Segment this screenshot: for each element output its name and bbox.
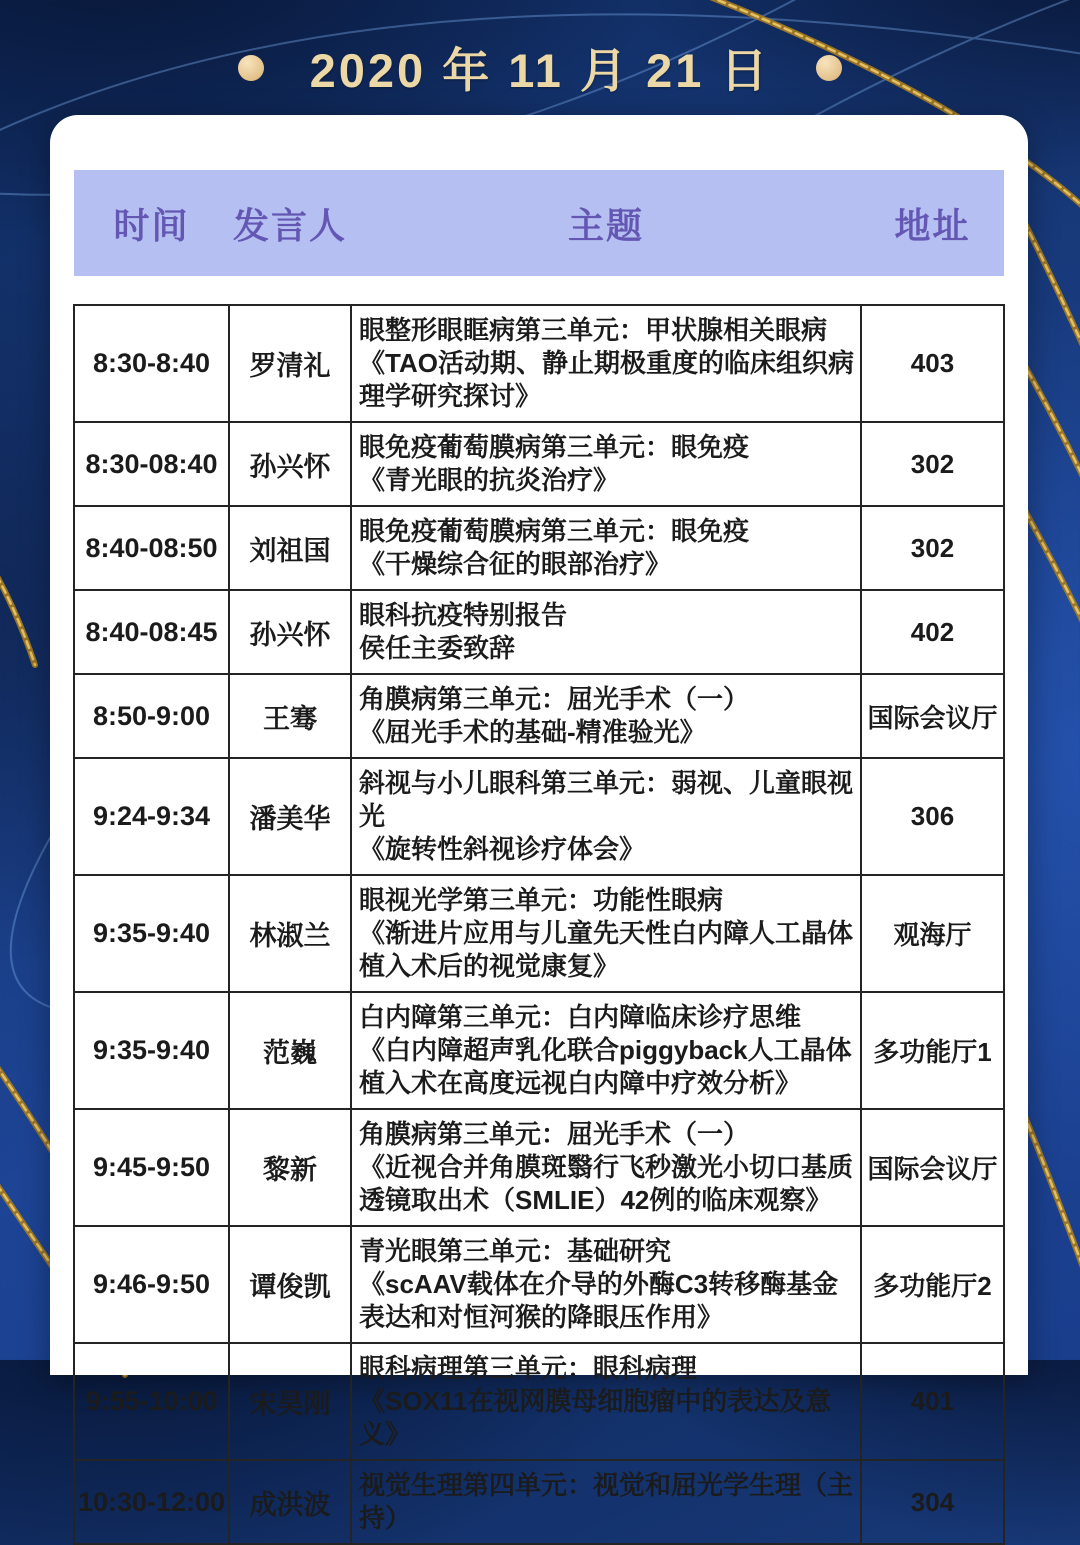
speaker-cell: 刘祖国 — [229, 506, 351, 590]
header-speaker: 发言人 — [232, 204, 347, 246]
table-row — [74, 674, 1004, 758]
speaker-cell: 潘美华 — [229, 758, 351, 875]
location-cell: 302 — [861, 422, 1004, 506]
schedule-card — [50, 115, 1028, 1533]
time-cell: 9:55-10:00 — [74, 1343, 229, 1460]
table-row — [74, 590, 1004, 674]
topic-cell — [351, 1460, 861, 1544]
time-cell: 8:40-08:45 — [74, 590, 229, 674]
time-cell: 8:30-8:40 — [74, 305, 229, 422]
location-cell: 401 — [861, 1343, 1004, 1460]
topic-line: 眼整形眼眶病第三单元：甲状腺相关眼病 — [359, 315, 828, 345]
time-cell: 10:30-12:00 — [74, 1460, 229, 1544]
topic-line: 眼科抗疫特别报告 — [359, 600, 568, 630]
topic-cell — [351, 674, 861, 758]
time-cell: 9:46-9:50 — [74, 1226, 229, 1343]
location-cell: 国际会议厅 — [861, 1109, 1004, 1226]
location-cell: 403 — [861, 305, 1004, 422]
topic-cell — [351, 758, 861, 875]
topic-line: 侯任主委致辞 — [359, 633, 516, 663]
table-row — [74, 506, 1004, 590]
location-cell: 多功能厅1 — [861, 992, 1004, 1109]
time-cell: 8:50-9:00 — [74, 674, 229, 758]
table-row — [74, 422, 1004, 506]
time-cell: 9:35-9:40 — [74, 875, 229, 992]
gold-dot-left — [238, 55, 264, 81]
location-cell: 国际会议厅 — [861, 674, 1004, 758]
table-row — [74, 875, 1004, 992]
topic-line: 《近视合并角膜斑翳行飞秒激光小切口基质透镜取出术（SMLIE）42例的临床观察》 — [359, 1152, 854, 1215]
topic-line: 《scAAV载体在介导的外酶C3转移酶基金表达和对恒河猴的降眼压作用》 — [359, 1269, 839, 1332]
topic-line: 《屈光手术的基础-精准验光》 — [359, 717, 706, 747]
time-cell: 8:30-08:40 — [74, 422, 229, 506]
time-cell: 9:35-9:40 — [74, 992, 229, 1109]
topic-cell — [351, 305, 861, 422]
header-address: 地址 — [894, 204, 971, 246]
topic-cell — [351, 1226, 861, 1343]
speaker-cell: 孙兴怀 — [229, 590, 351, 674]
topic-cell — [351, 422, 861, 506]
date-title-bar — [0, 34, 1080, 101]
topic-line: 视觉生理第四单元：视觉和屈光学生理（主持） — [359, 1470, 854, 1533]
topic-line: 青光眼第三单元：基础研究 — [359, 1236, 672, 1266]
topic-cell — [351, 506, 861, 590]
table-row — [74, 1343, 1004, 1460]
topic-line: 《渐进片应用与儿童先天性白内障人工晶体植入术后的视觉康复》 — [359, 918, 854, 981]
location-cell: 306 — [861, 758, 1004, 875]
time-cell: 8:40-08:50 — [74, 506, 229, 590]
topic-line: 眼视光学第三单元：功能性眼病 — [359, 885, 724, 915]
time-cell: 9:24-9:34 — [74, 758, 229, 875]
table-row — [74, 1460, 1004, 1544]
topic-line: 《青光眼的抗炎治疗》 — [359, 465, 620, 495]
topic-line: 白内障第三单元：白内障临床诊疗思维 — [359, 1002, 802, 1032]
schedule-table — [73, 304, 1005, 1545]
table-row — [74, 758, 1004, 875]
table-row — [74, 305, 1004, 422]
topic-line: 眼免疫葡萄膜病第三单元：眼免疫 — [359, 432, 750, 462]
time-cell: 9:45-9:50 — [74, 1109, 229, 1226]
location-cell: 302 — [861, 506, 1004, 590]
speaker-cell: 谭俊凯 — [229, 1226, 351, 1343]
topic-line: 斜视与小儿眼科第三单元：弱视、儿童眼视光 — [359, 768, 854, 831]
schedule-table-body — [74, 305, 1004, 1544]
date-title: 2020 年 11 月 21 日 — [309, 44, 771, 97]
speaker-cell: 林淑兰 — [229, 875, 351, 992]
topic-cell — [351, 992, 861, 1109]
speaker-cell: 成洪波 — [229, 1460, 351, 1544]
header-topic: 主题 — [567, 204, 644, 246]
speaker-cell: 宋昊刚 — [229, 1343, 351, 1460]
gold-dot-right — [816, 55, 842, 81]
topic-line: 角膜病第三单元：屈光手术（一） — [359, 684, 750, 714]
topic-cell — [351, 1343, 861, 1460]
speaker-cell: 黎新 — [229, 1109, 351, 1226]
topic-line: 《TAO活动期、静止期极重度的临床组织病理学研究探讨》 — [359, 348, 854, 411]
speaker-cell: 孙兴怀 — [229, 422, 351, 506]
topic-cell — [351, 1109, 861, 1226]
topic-line: 《白内障超声乳化联合piggyback人工晶体植入术在高度远视白内障中疗效分析》 — [359, 1035, 852, 1098]
location-cell: 观海厅 — [861, 875, 1004, 992]
table-header-band — [74, 170, 1004, 276]
table-row — [74, 992, 1004, 1109]
topic-cell — [351, 590, 861, 674]
header-time: 时间 — [113, 204, 190, 246]
topic-line: 《SOX11在视网膜母细胞瘤中的表达及意义》 — [359, 1386, 832, 1449]
location-cell: 402 — [861, 590, 1004, 674]
speaker-cell: 范巍 — [229, 992, 351, 1109]
table-row — [74, 1226, 1004, 1343]
topic-line: 《干燥综合征的眼部治疗》 — [359, 549, 672, 579]
topic-cell — [351, 875, 861, 992]
table-row — [74, 1109, 1004, 1226]
topic-line: 眼科病理第三单元：眼科病理 — [359, 1353, 698, 1383]
location-cell: 多功能厅2 — [861, 1226, 1004, 1343]
topic-line: 角膜病第三单元：屈光手术（一） — [359, 1119, 750, 1149]
speaker-cell: 王骞 — [229, 674, 351, 758]
topic-line: 《旋转性斜视诊疗体会》 — [359, 834, 646, 864]
topic-line: 眼免疫葡萄膜病第三单元：眼免疫 — [359, 516, 750, 546]
speaker-cell: 罗清礼 — [229, 305, 351, 422]
location-cell: 304 — [861, 1460, 1004, 1544]
